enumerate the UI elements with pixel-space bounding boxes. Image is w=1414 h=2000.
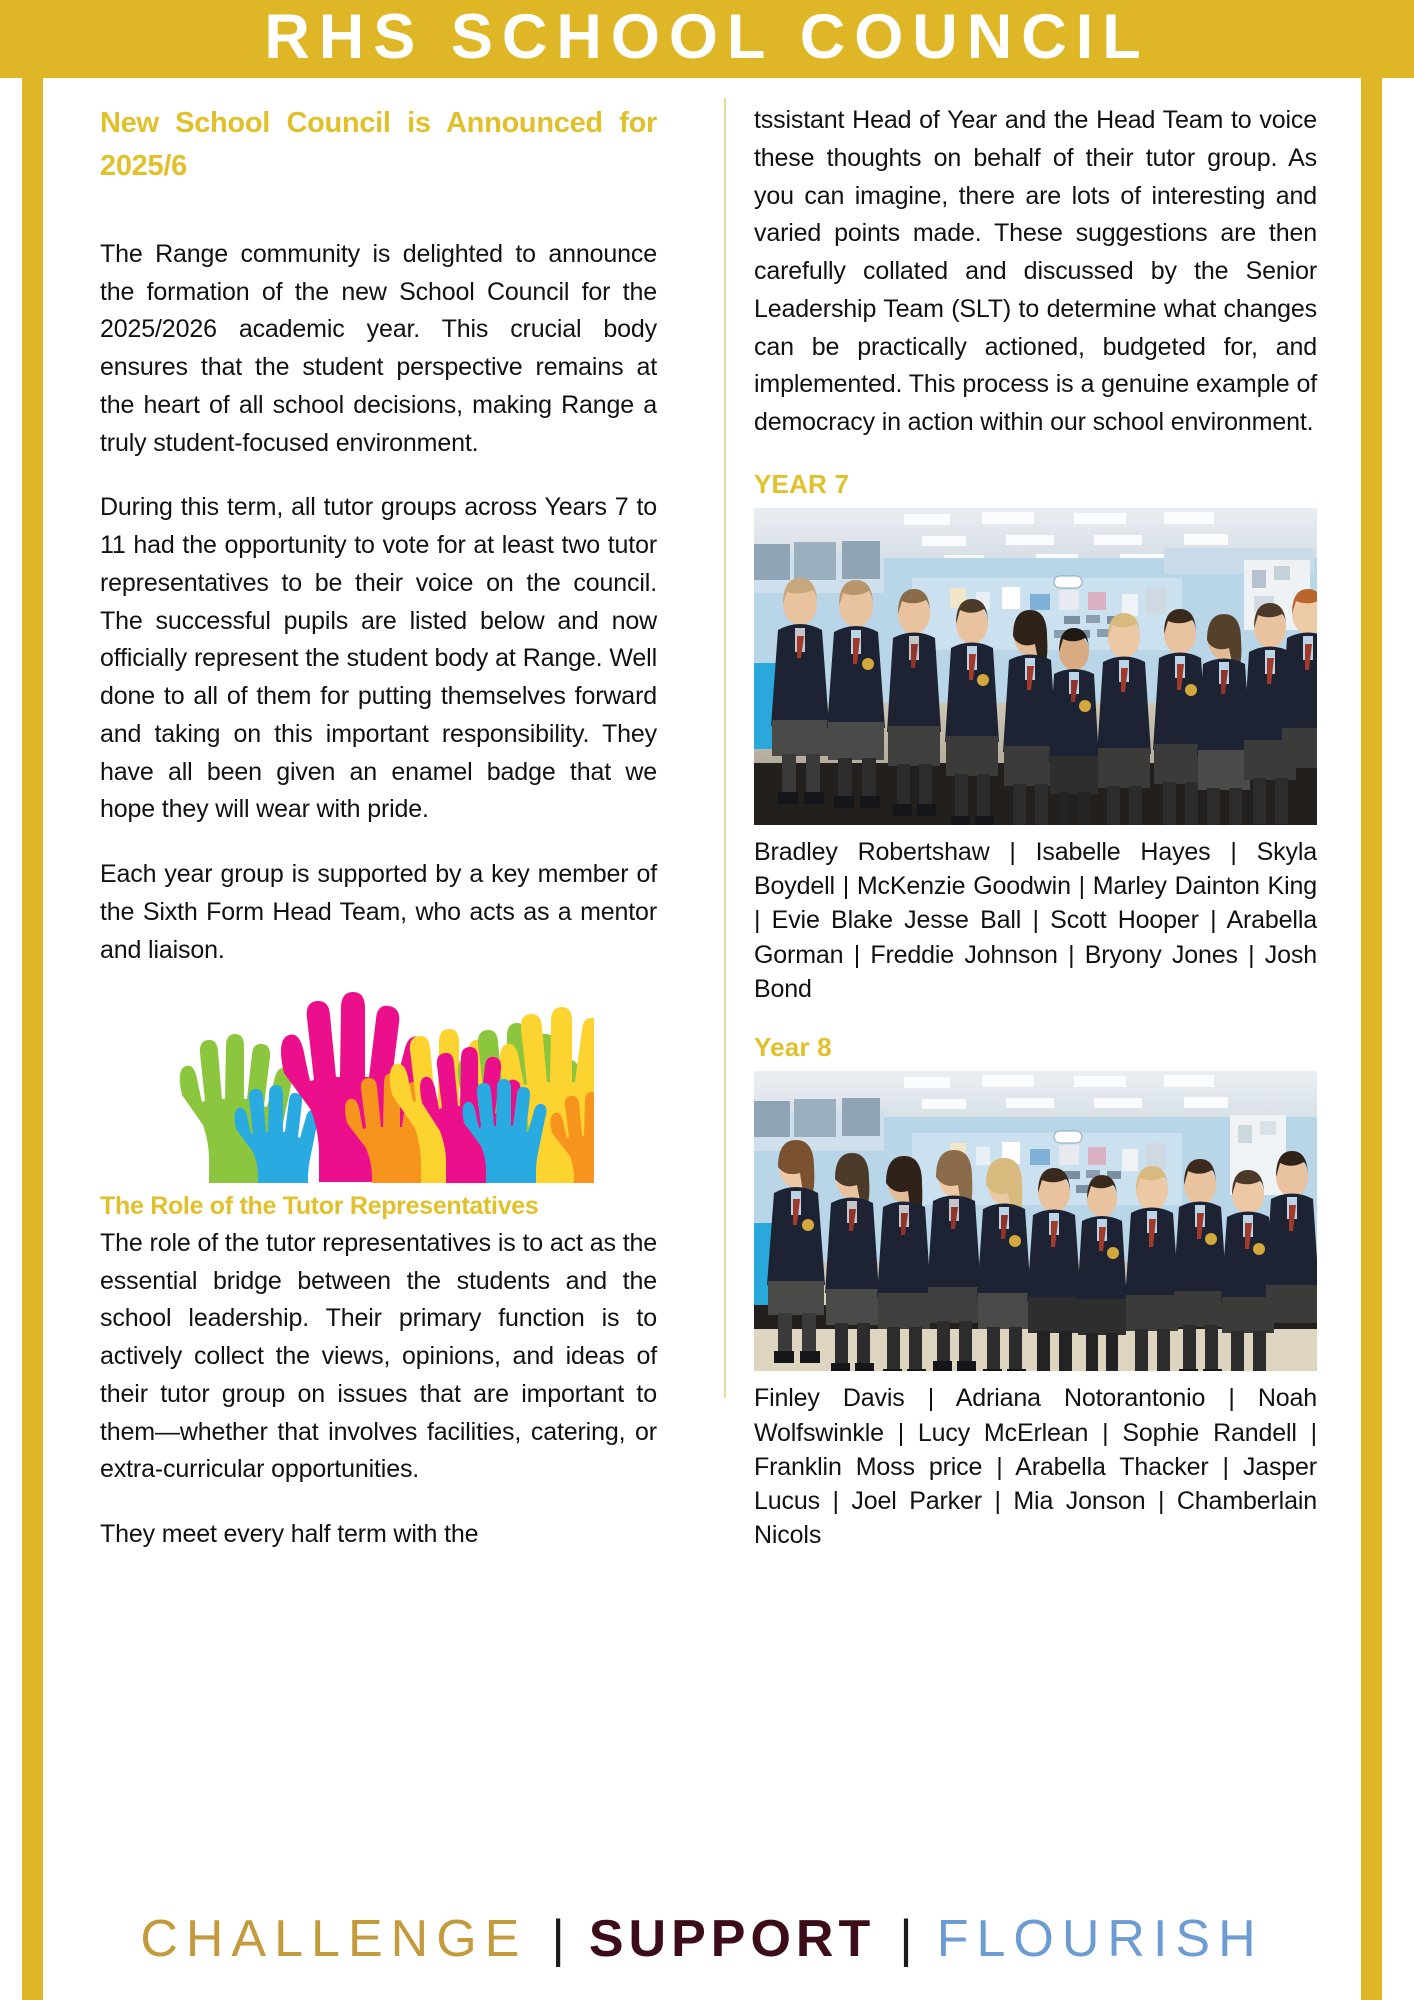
year-7-block — [754, 469, 1317, 1006]
paragraph-mentor: Each year group is supported by a key member of the Sixth Form Head Team, who acts as a mentor and liaison. — [100, 860, 657, 964]
paragraph-voting: During this term, all tutor groups across Years 7 to 11 had the opportunity to vote for at least two tutor representatives to be their voice on the council. The successful pupils are listed below and now officially represent the student body at Range. Well done to all of them for putting themselves forward and taking on this important responsibility. They have all been given an enamel badge that we hope they will wear with pride. — [100, 493, 657, 824]
motto-group — [140, 1910, 1264, 1968]
motto-challenge: CHALLENGE — [140, 1910, 528, 1968]
motto-separator-1: | — [551, 1910, 565, 1968]
year-7-photo-image — [754, 508, 1317, 825]
motto-separator-2: | — [899, 1910, 913, 1968]
year-8-photo — [754, 1071, 1317, 1371]
right-gold-border — [1361, 0, 1382, 2000]
left-gold-border — [22, 0, 43, 2000]
year-7-label: YEAR 7 — [754, 468, 850, 499]
header-gold-band — [0, 0, 1414, 78]
raised-hands-icon — [164, 983, 594, 1183]
footer-motto — [43, 1878, 1361, 2000]
year-8-block — [754, 1032, 1317, 1552]
year-7-photo — [754, 508, 1317, 825]
year-8-names: Finley Davis | Adriana Notorantonio | Noah Wolfswinkle | Lucy McErlean | Sophie Randell | Franklin Moss price | Arabella Thacker | Jasper Lucus | Joel Parker | Mia Jonson | Chamberlain Nicols — [754, 1384, 1317, 1550]
motto-flourish: FLOURISH — [936, 1910, 1264, 1968]
paragraph-tutor-role: The role of the tutor representatives is to act as the essential bridge between the students and the school leadership. Their primary function is to actively collect the views, opinions, and ideas of their tutor group on issues that are important to them—whether that involves facilities, catering, or extra-curricular opportunities. — [100, 1228, 657, 1484]
paragraph-intro: The Range community is delighted to announce the formation of the new School Council for the 2025/2026 academic year. This crucial body ensures that the student perspective remains at the heart of all school decisions, making Range a truly student-focused environment. — [100, 239, 657, 457]
year-8-label: Year 8 — [754, 1032, 832, 1063]
year-8-photo-image — [754, 1071, 1317, 1371]
page-title: RHS SCHOOL COUNCIL — [264, 2, 1150, 72]
raised-hands-graphic — [100, 983, 657, 1188]
motto-support: SUPPORT — [588, 1910, 876, 1968]
article-body — [43, 78, 1361, 1868]
column-divider — [724, 98, 726, 1398]
year-7-names: Bradley Robertshaw | Isabelle Hayes | Skyla Boydell | McKenzie Goodwin | Marley Dainton King | Evie Blake Jesse Ball | Scott Hooper | Arabella Gorman | Freddie Johnson | Bryony Jones | Josh Bond — [754, 837, 1317, 1003]
paragraph-continued: They meet every half term with the — [100, 1520, 479, 1549]
right-column — [754, 102, 1317, 1553]
article-heading: New School Council is Announced for 2025/6 — [100, 107, 657, 182]
subheading-tutor-role: The Role of the Tutor Representatives — [100, 1192, 539, 1221]
left-column — [100, 102, 657, 1554]
paragraph-continuation: tssistant Head of Year and the Head Team to voice these thoughts on behalf of their tutor group. As you can imagine, there are lots of interesting and varied points made. These suggestions are then carefully collated and discussed by the Senior Leadership Team (SLT) to determine what changes can be practically actioned, budgeted for, and implemented. This process is a genuine example of democracy in action within our school environment. — [754, 106, 1317, 436]
